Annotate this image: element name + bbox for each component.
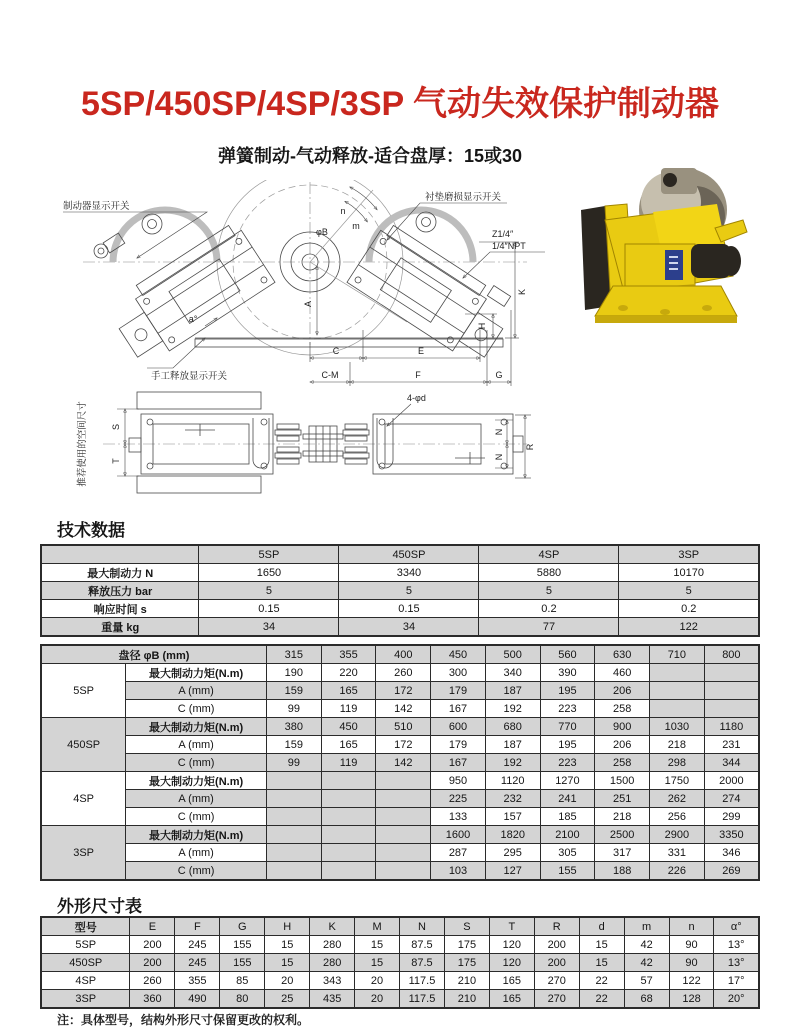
- value-cell: 122: [669, 972, 714, 990]
- column-header: M: [355, 917, 400, 936]
- value-cell: [266, 844, 321, 862]
- value-cell: 175: [444, 954, 489, 972]
- torque-table-body: [41, 645, 759, 880]
- product-photo: [565, 158, 765, 333]
- value-cell: 3350: [704, 826, 759, 844]
- value-cell: 10170: [619, 564, 759, 582]
- space-dimension-note: 推荐使用的空间尺寸: [77, 401, 88, 487]
- value-cell: 251: [595, 790, 650, 808]
- value-cell: [321, 844, 376, 862]
- value-cell: [321, 862, 376, 881]
- value-cell: 13°: [714, 936, 759, 954]
- callout-manual-release-switch: 手工释放显示开关: [151, 371, 228, 382]
- value-cell: 117.5: [400, 972, 445, 990]
- value-cell: 200: [130, 936, 175, 954]
- column-header: 630: [595, 645, 650, 664]
- value-cell: 167: [431, 754, 486, 772]
- column-header: 560: [540, 645, 595, 664]
- torque-table: [40, 644, 760, 881]
- dim-label-T: T: [111, 458, 121, 464]
- value-cell: 34: [199, 618, 339, 637]
- dim-label-CM: C-M: [321, 370, 339, 380]
- value-cell: 192: [485, 754, 540, 772]
- column-header: 450: [431, 645, 486, 664]
- model-cell: 3SP: [41, 826, 126, 881]
- value-cell: 90: [669, 954, 714, 972]
- value-cell: 270: [534, 990, 579, 1009]
- value-cell: 99: [266, 754, 321, 772]
- value-cell: 274: [704, 790, 759, 808]
- corner-cell: [41, 545, 199, 564]
- value-cell: 179: [431, 736, 486, 754]
- row-label: 最大制动力 N: [41, 564, 199, 582]
- column-header: F: [175, 917, 220, 936]
- value-cell: 770: [540, 718, 595, 736]
- value-cell: 87.5: [400, 936, 445, 954]
- tech-table-body: [41, 545, 759, 636]
- dim-label-R: R: [525, 443, 535, 451]
- row-label: 响应时间 s: [41, 600, 199, 618]
- value-cell: 2100: [540, 826, 595, 844]
- value-cell: 167: [431, 700, 486, 718]
- dim-label-N2: N: [494, 453, 504, 461]
- value-cell: [266, 808, 321, 826]
- row-label: 最大制动力矩(N.m): [126, 826, 267, 844]
- callout-port-size-1: Z1/4″: [492, 229, 514, 239]
- value-cell: 1180: [704, 718, 759, 736]
- value-cell: 210: [444, 990, 489, 1009]
- value-cell: 119: [321, 754, 376, 772]
- column-header: d: [579, 917, 624, 936]
- value-cell: 206: [595, 682, 650, 700]
- column-header: 型号: [41, 917, 130, 936]
- value-cell: 5: [479, 582, 619, 600]
- model-cell: 3SP: [41, 990, 130, 1009]
- value-cell: 80: [220, 990, 265, 1009]
- value-cell: 331: [650, 844, 705, 862]
- value-cell: 245: [175, 954, 220, 972]
- model-cell: 5SP: [41, 936, 130, 954]
- air-port-fitting: [487, 286, 510, 307]
- footnote: 注：具体型号，结构外形尺寸保留更改的权利。: [57, 1013, 310, 1027]
- dim-label-alpha: a°: [188, 314, 198, 324]
- value-cell: 226: [650, 862, 705, 881]
- value-cell: 142: [376, 754, 431, 772]
- value-cell: [266, 862, 321, 881]
- value-cell: 20°: [714, 990, 759, 1009]
- value-cell: 232: [485, 790, 540, 808]
- rail-bottom: [137, 476, 261, 493]
- value-cell: 34: [339, 618, 479, 637]
- value-cell: 0.15: [199, 600, 339, 618]
- value-cell: 262: [650, 790, 705, 808]
- value-cell: 1120: [485, 772, 540, 790]
- value-cell: 103: [431, 862, 486, 881]
- value-cell: 1500: [595, 772, 650, 790]
- value-cell: 175: [444, 936, 489, 954]
- column-header: 400: [376, 645, 431, 664]
- value-cell: 17°: [714, 972, 759, 990]
- value-cell: 260: [130, 972, 175, 990]
- left-caliper: [104, 221, 275, 367]
- column-header: 500: [485, 645, 540, 664]
- value-cell: 15: [265, 936, 310, 954]
- value-cell: [266, 826, 321, 844]
- front-view: [63, 180, 545, 386]
- value-cell: 435: [310, 990, 355, 1009]
- disc-band-left: [113, 210, 217, 262]
- row-label: 最大制动力矩(N.m): [126, 664, 267, 682]
- dim-label-K: K: [517, 288, 527, 296]
- value-cell: [704, 664, 759, 682]
- column-header: E: [130, 917, 175, 936]
- model-cell: 450SP: [41, 718, 126, 772]
- value-cell: 0.2: [479, 600, 619, 618]
- value-cell: 25: [265, 990, 310, 1009]
- value-cell: 165: [489, 972, 534, 990]
- column-header: 315: [266, 645, 321, 664]
- value-cell: 42: [624, 936, 669, 954]
- value-cell: 20: [355, 972, 400, 990]
- column-header: T: [489, 917, 534, 936]
- column-header: K: [310, 917, 355, 936]
- value-cell: 680: [485, 718, 540, 736]
- value-cell: 340: [485, 664, 540, 682]
- value-cell: 343: [310, 972, 355, 990]
- value-cell: [376, 826, 431, 844]
- value-cell: 1750: [650, 772, 705, 790]
- value-cell: 120: [489, 954, 534, 972]
- value-cell: 142: [376, 700, 431, 718]
- value-cell: 258: [595, 700, 650, 718]
- value-cell: 231: [704, 736, 759, 754]
- dim-label-C: C: [332, 346, 340, 356]
- value-cell: 950: [431, 772, 486, 790]
- value-cell: 42: [624, 954, 669, 972]
- value-cell: 200: [130, 954, 175, 972]
- column-header: 盘径 φB (mm): [41, 645, 266, 664]
- value-cell: 1650: [199, 564, 339, 582]
- value-cell: 298: [650, 754, 705, 772]
- column-header: S: [444, 917, 489, 936]
- dim-label-G: G: [495, 370, 503, 380]
- value-cell: 2900: [650, 826, 705, 844]
- value-cell: 218: [595, 808, 650, 826]
- value-cell: 159: [266, 736, 321, 754]
- value-cell: 258: [595, 754, 650, 772]
- model-cell: 4SP: [41, 972, 130, 990]
- value-cell: 300: [431, 664, 486, 682]
- value-cell: 2500: [595, 826, 650, 844]
- value-cell: 15: [579, 954, 624, 972]
- column-header: α°: [714, 917, 759, 936]
- value-cell: 280: [310, 954, 355, 972]
- value-cell: 0.2: [619, 600, 759, 618]
- value-cell: 165: [321, 736, 376, 754]
- value-cell: 20: [265, 972, 310, 990]
- value-cell: 600: [431, 718, 486, 736]
- dim-label-m: m: [352, 221, 360, 231]
- column-header: 710: [650, 645, 705, 664]
- value-cell: [704, 682, 759, 700]
- left-eye-ring: [142, 214, 162, 234]
- value-cell: 179: [431, 682, 486, 700]
- row-label: 最大制动力矩(N.m): [126, 772, 267, 790]
- value-cell: 22: [579, 990, 624, 1009]
- right-eye-ring: [416, 212, 436, 232]
- value-cell: 490: [175, 990, 220, 1009]
- value-cell: 99: [266, 700, 321, 718]
- value-cell: 390: [540, 664, 595, 682]
- row-label: A (mm): [126, 682, 267, 700]
- value-cell: 299: [704, 808, 759, 826]
- row-label: 最大制动力矩(N.m): [126, 718, 267, 736]
- value-cell: [650, 682, 705, 700]
- value-cell: 68: [624, 990, 669, 1009]
- value-cell: 5880: [479, 564, 619, 582]
- value-cell: 77: [479, 618, 619, 637]
- row-label: 重量 kg: [41, 618, 199, 637]
- value-cell: 155: [220, 954, 265, 972]
- value-cell: 2000: [704, 772, 759, 790]
- value-cell: [376, 772, 431, 790]
- rail-top: [137, 392, 261, 409]
- value-cell: 85: [220, 972, 265, 990]
- value-cell: 15: [265, 954, 310, 972]
- value-cell: 225: [431, 790, 486, 808]
- value-cell: 187: [485, 682, 540, 700]
- value-cell: 127: [485, 862, 540, 881]
- row-label: A (mm): [126, 844, 267, 862]
- dim-label-n: n: [340, 206, 346, 216]
- value-cell: 157: [485, 808, 540, 826]
- value-cell: 218: [650, 736, 705, 754]
- model-cell: 4SP: [41, 772, 126, 826]
- value-cell: 5: [199, 582, 339, 600]
- dim-label-H: H: [477, 322, 487, 330]
- value-cell: [650, 664, 705, 682]
- value-cell: 57: [624, 972, 669, 990]
- model-cell: 5SP: [41, 664, 126, 718]
- tech-table: [40, 544, 760, 637]
- value-cell: 185: [540, 808, 595, 826]
- row-label: C (mm): [126, 700, 267, 718]
- value-cell: 200: [534, 954, 579, 972]
- page-subtitle: 弹簧制动-气动释放-适合盘厚：15或30: [217, 146, 523, 166]
- column-header: 355: [321, 645, 376, 664]
- value-cell: 15: [355, 954, 400, 972]
- value-cell: 22: [579, 972, 624, 990]
- value-cell: 305: [540, 844, 595, 862]
- column-header: R: [534, 917, 579, 936]
- row-label: 释放压力 bar: [41, 582, 199, 600]
- value-cell: 195: [540, 736, 595, 754]
- dims-table-body: [41, 917, 759, 1008]
- value-cell: 1600: [431, 826, 486, 844]
- callout-pad-wear-switch: 衬垫磨损显示开关: [424, 192, 502, 203]
- value-cell: 0.15: [339, 600, 479, 618]
- value-cell: 15: [579, 936, 624, 954]
- row-label: C (mm): [126, 754, 267, 772]
- value-cell: 245: [175, 936, 220, 954]
- value-cell: 260: [376, 664, 431, 682]
- value-cell: 119: [321, 700, 376, 718]
- value-cell: 200: [534, 936, 579, 954]
- value-cell: 195: [540, 682, 595, 700]
- value-cell: 220: [321, 664, 376, 682]
- column-header: G: [220, 917, 265, 936]
- value-cell: 172: [376, 682, 431, 700]
- column-header: 4SP: [479, 545, 619, 564]
- value-cell: 87.5: [400, 954, 445, 972]
- value-cell: 269: [704, 862, 759, 881]
- value-cell: 155: [220, 936, 265, 954]
- callout-brake-switch: 制动器显示开关: [63, 201, 130, 212]
- disc-band-right: [369, 210, 473, 262]
- value-cell: 206: [595, 736, 650, 754]
- value-cell: 133: [431, 808, 486, 826]
- column-header: 800: [704, 645, 759, 664]
- value-cell: 280: [310, 936, 355, 954]
- value-cell: 346: [704, 844, 759, 862]
- callout-port-size-2: 1/4″NPT: [492, 241, 526, 251]
- value-cell: 1030: [650, 718, 705, 736]
- value-cell: 13°: [714, 954, 759, 972]
- disc-hub-section: [303, 426, 343, 462]
- model-cell: 450SP: [41, 954, 130, 972]
- value-cell: 155: [540, 862, 595, 881]
- value-cell: [266, 772, 321, 790]
- value-cell: [321, 772, 376, 790]
- value-cell: [650, 700, 705, 718]
- value-cell: 120: [489, 936, 534, 954]
- value-cell: [704, 700, 759, 718]
- value-cell: 20: [355, 990, 400, 1009]
- ground-hatch: [195, 339, 503, 347]
- value-cell: 192: [485, 700, 540, 718]
- row-label: A (mm): [126, 790, 267, 808]
- dim-label-E: E: [417, 346, 425, 356]
- value-cell: 295: [485, 844, 540, 862]
- value-cell: 15: [355, 936, 400, 954]
- value-cell: 510: [376, 718, 431, 736]
- column-header: m: [624, 917, 669, 936]
- value-cell: 460: [595, 664, 650, 682]
- dim-label-S: S: [111, 423, 121, 431]
- column-header: 3SP: [619, 545, 759, 564]
- value-cell: [321, 826, 376, 844]
- value-cell: [321, 790, 376, 808]
- value-cell: 241: [540, 790, 595, 808]
- value-cell: 223: [540, 754, 595, 772]
- value-cell: [321, 808, 376, 826]
- name-plate: [665, 250, 683, 280]
- value-cell: 5: [619, 582, 759, 600]
- value-cell: [376, 844, 431, 862]
- row-label: A (mm): [126, 736, 267, 754]
- value-cell: 360: [130, 990, 175, 1009]
- column-header: 5SP: [199, 545, 339, 564]
- callout-bolt-holes: 4-φd: [407, 393, 426, 403]
- dim-label-A: A: [303, 300, 313, 308]
- value-cell: 190: [266, 664, 321, 682]
- value-cell: 256: [650, 808, 705, 826]
- column-header: N: [400, 917, 445, 936]
- value-cell: 317: [595, 844, 650, 862]
- value-cell: 122: [619, 618, 759, 637]
- value-cell: 117.5: [400, 990, 445, 1009]
- dim-label-phiB: φB: [316, 227, 328, 237]
- product-photo-art: [581, 168, 747, 323]
- value-cell: 187: [485, 736, 540, 754]
- value-cell: 223: [540, 700, 595, 718]
- value-cell: 210: [444, 972, 489, 990]
- value-cell: 172: [376, 736, 431, 754]
- value-cell: 380: [266, 718, 321, 736]
- dim-label-N1: N: [494, 428, 504, 436]
- value-cell: 128: [669, 990, 714, 1009]
- value-cell: 287: [431, 844, 486, 862]
- row-label: C (mm): [126, 862, 267, 881]
- value-cell: 165: [321, 682, 376, 700]
- page-title: 5SP/450SP/4SP/3SP 气动失效保护制动器: [80, 85, 720, 123]
- value-cell: [376, 808, 431, 826]
- column-header: H: [265, 917, 310, 936]
- row-label: C (mm): [126, 808, 267, 826]
- plan-view: [76, 392, 535, 493]
- value-cell: 450: [321, 718, 376, 736]
- value-cell: 159: [266, 682, 321, 700]
- engineering-drawing: [55, 180, 565, 515]
- column-header: n: [669, 917, 714, 936]
- value-cell: 90: [669, 936, 714, 954]
- value-cell: [376, 862, 431, 881]
- value-cell: 344: [704, 754, 759, 772]
- value-cell: 355: [175, 972, 220, 990]
- value-cell: 270: [534, 972, 579, 990]
- value-cell: 900: [595, 718, 650, 736]
- value-cell: 188: [595, 862, 650, 881]
- value-cell: 1270: [540, 772, 595, 790]
- value-cell: 165: [489, 990, 534, 1009]
- section-title-dims: 外形尺寸表: [57, 897, 142, 916]
- value-cell: 1820: [485, 826, 540, 844]
- value-cell: 5: [339, 582, 479, 600]
- section-title-tech: 技术数据: [57, 521, 125, 540]
- value-cell: [266, 790, 321, 808]
- value-cell: 3340: [339, 564, 479, 582]
- value-cell: [376, 790, 431, 808]
- column-header: 450SP: [339, 545, 479, 564]
- dims-table: [40, 916, 760, 1009]
- dim-label-F: F: [415, 370, 421, 380]
